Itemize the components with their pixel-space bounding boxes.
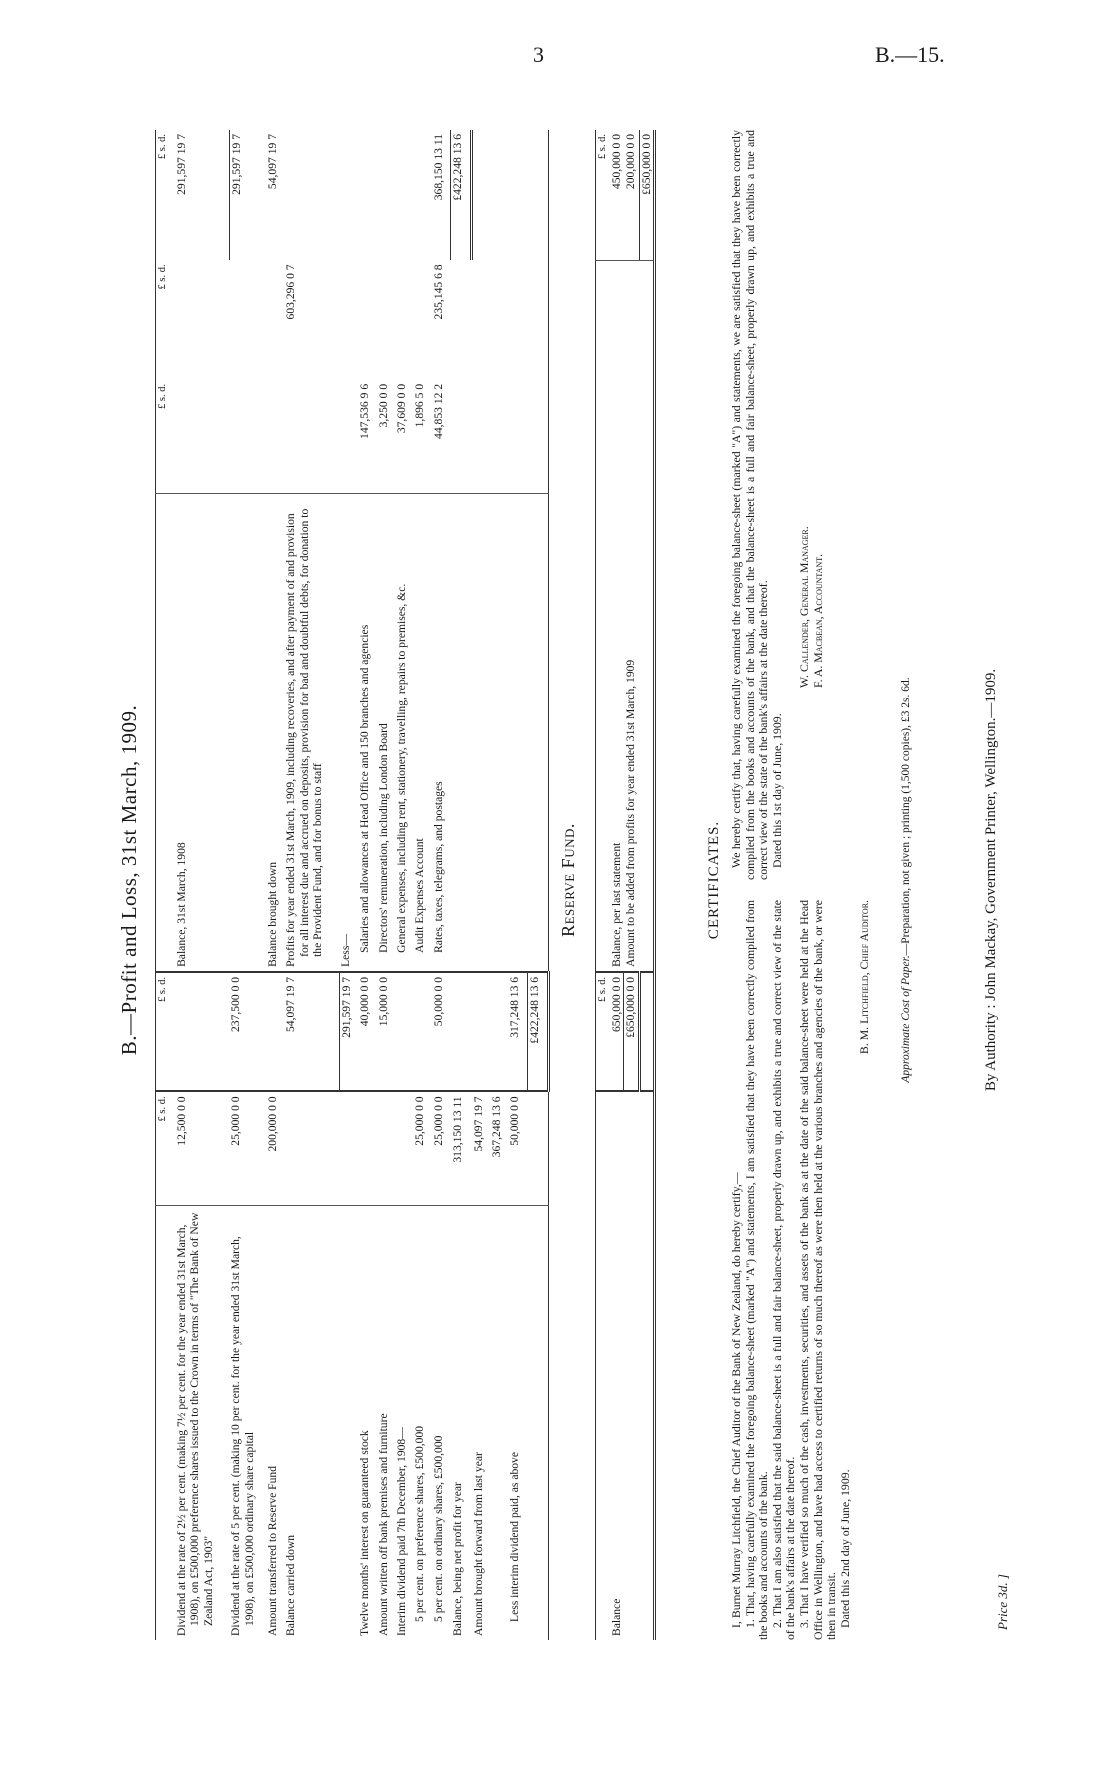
debit-amount: 317,248 13 6 (508, 972, 527, 1091)
credit-label (527, 494, 548, 972)
credit-amount (413, 130, 431, 260)
credit-amount-inner (451, 380, 472, 494)
credit-label: Rates, taxes, telegrams, and postages (432, 494, 451, 972)
debit-amount: 50,000 0 0 (432, 972, 451, 1091)
table-row (624, 130, 640, 1640)
table-row (472, 130, 490, 1640)
table-row (229, 130, 266, 1640)
debit-label: Interim dividend paid 7th December, 1908— (395, 1205, 413, 1640)
certificate-paragraph: 3. That I have verified so much of the cash, investments, securities, and assets of the bank as at the date of the said balance-sheet were held at the Head Office in Wellington, and have had access to certified returns of so much thereof as were then held at the various branches and agencies of the bank, or were then in transit. (796, 900, 839, 1640)
table-row (284, 130, 339, 1640)
reserve-fund-table (595, 130, 656, 1640)
table-row (610, 130, 624, 1640)
credit-amount-inner (284, 380, 339, 494)
debit-amount-inner: 50,000 0 0 (508, 1096, 522, 1146)
currency-header: £ s. d. (157, 383, 168, 409)
profit-loss-title: B.—Profit and Loss, 31st March, 1909. (117, 704, 141, 1056)
credit-amount-inner (266, 380, 284, 494)
debit-label: Balance (610, 1091, 624, 1640)
credit-label: Profits for year ended 31st March, 1909, including recoveries, and after payment of and provision for all interest due and accrued on deposits, provision for bad and doubtful debts, for donation to the Provident Fund, and for bonus to staff (284, 494, 339, 972)
credit-amount-inner (527, 380, 548, 494)
credit-amount-inner: 1,896 5 0 (413, 383, 427, 428)
debit-amount: 40,000 0 0 (358, 972, 376, 1091)
credit-amount: 450,000 0 0 (609, 134, 623, 190)
credit-amount: £650,000 0 0 (639, 130, 655, 260)
credit-amount (358, 130, 376, 260)
debit-amount (266, 972, 284, 1091)
credit-label (490, 494, 508, 972)
credit-amount (508, 130, 527, 260)
debit-amount (395, 972, 413, 1091)
debit-label: Dividend at the rate of 2½ per cent. (making 7½ per cent. for the year ended 31st March, 1908), on £500,000 preference shares issued to the Crown in terms of "The Bank of New Zealand Act, 1903" (175, 1205, 230, 1640)
debit-label (639, 1091, 655, 1640)
credit-label (472, 494, 490, 972)
header-blank (596, 260, 610, 972)
credit-amount-inner (490, 380, 508, 494)
credit-amount-middle (358, 260, 376, 379)
credit-amount-middle (229, 260, 266, 379)
debit-amount-inner: 12,500 0 0 (174, 1096, 188, 1146)
credit-amount: 368,150 13 11 (431, 134, 445, 201)
debit-label: Dividend at the rate of 5 per cent. (making 10 per cent. for the year ended 31st March, 1908), on £500,000 ordinary share capital (229, 1205, 266, 1640)
debit-amount (413, 972, 431, 1091)
credit-label: Salaries and allowances at Head Office and 150 branches and agencies (358, 494, 376, 972)
currency-header: £ s. d. (597, 134, 608, 160)
credit-amount-middle (266, 260, 284, 379)
credit-amount-inner (229, 380, 266, 494)
debit-amount: £650,000 0 0 (624, 972, 640, 1091)
table-row (413, 130, 431, 1640)
currency-header: £ s. d. (596, 972, 610, 1091)
certificate-paragraph: Dated this 1st day of June, 1909. (769, 713, 784, 868)
table-row (358, 130, 376, 1640)
rotated-content (115, 90, 1114, 1670)
debit-amount-inner: 25,000 0 0 (413, 1096, 427, 1146)
managers-certificate (730, 130, 826, 880)
debit-label: 5 per cent. on ordinary shares, £500,000 (432, 1205, 451, 1640)
credit-amount: 54,097 19 7 (266, 134, 280, 190)
debit-label: 5 per cent. on preference shares, £500,000 (413, 1205, 431, 1640)
table-row (339, 130, 358, 1640)
credit-amount (377, 130, 395, 260)
header-blank (596, 1091, 610, 1640)
debit-amount: 15,000 0 0 (377, 972, 395, 1091)
debit-amount-inner (377, 1091, 395, 1205)
table-row (508, 130, 527, 1640)
debit-amount: £422,248 13 6 (527, 972, 548, 1091)
credit-amount-middle: 603,296 0 7 (284, 264, 298, 320)
reserve-fund-body (596, 130, 655, 1640)
header-blank (156, 494, 175, 972)
debit-label: Amount brought forward from last year (472, 1205, 490, 1640)
credit-amount-inner: 3,250 0 0 (376, 383, 390, 428)
debit-amount-inner: 367,248 13 6 (489, 1096, 503, 1158)
auditor-certificate (730, 900, 872, 1640)
page-number: 3 (533, 42, 544, 67)
credit-label: Directors' remuneration, including London Board (377, 494, 395, 972)
debit-amount (175, 972, 230, 1091)
debit-amount: 291,597 19 7 (339, 972, 358, 1091)
credit-label (508, 494, 527, 972)
auditor-certificate-text (730, 900, 852, 1640)
debit-label: Balance carried down (284, 1205, 339, 1640)
certificates-title: CERTIFICATES. (706, 820, 722, 940)
price-note: Price 3d. ] (995, 1574, 1010, 1630)
table-row (377, 130, 395, 1640)
profit-loss-body (156, 130, 549, 1640)
credit-label: Balance, 31st March, 1908 (175, 494, 230, 972)
debit-label: Twelve months' interest on guaranteed stock (358, 1205, 376, 1640)
document-reference: B.—15. (875, 42, 945, 67)
debit-amount: 237,500 0 0 (229, 972, 266, 1091)
header-blank (156, 1205, 175, 1640)
cost-text: —Preparation, not given ; printing (1,500 copies), £3 2s. 6d. (900, 677, 912, 956)
cost-of-paper-note (900, 90, 912, 1670)
debit-amount-inner (358, 1091, 376, 1205)
currency-header: £ s. d. (156, 972, 175, 1091)
credit-amount-middle (377, 260, 395, 379)
debit-amount: 54,097 19 7 (284, 972, 339, 1091)
debit-label: Amount transferred to Reserve Fund (266, 1205, 284, 1640)
debit-amount (472, 972, 490, 1091)
manager-signature: W. Callender, General Manager. (797, 526, 812, 688)
credit-amount-middle (175, 260, 230, 379)
certificate-paragraph: I, Burnet Murray Litchfield, the Chief Auditor of the Bank of New Zealand, do hereby certify,— (729, 1172, 743, 1628)
credit-amount (284, 130, 339, 260)
certificate-paragraph: 1. That, having carefully examined the foregoing balance-sheet (marked "A") and statements, I am satisfied that they have been correctly compiled from the books and accounts of the bank. (742, 900, 771, 1640)
credit-amount-inner (339, 380, 358, 494)
debit-amount (639, 972, 655, 1091)
certificate-paragraph: 2. That I am also satisfied that the said balance-sheet is a full and fair balance-sheet, properly drawn up, and exhibits a true and correct view of the state of the bank's affairs at the date thereof. (769, 900, 798, 1640)
auditor-signature: B. M. Litchfield, Chief Auditor. (857, 900, 872, 1055)
credit-amount-middle: 235,145 6 8 (431, 264, 445, 320)
credit-amount-inner (508, 380, 527, 494)
credit-amount-inner: 37,609 0 0 (395, 383, 409, 434)
credit-amount (490, 130, 508, 260)
certificate-paragraph: We hereby certify that, having carefully examined the foregoing balance-sheet (marked "A") and statements, we are satisfied that they have been correctly compiled from the books and accounts of the bank, and that the balance-sheet is a full and fair balance-sheet, properly drawn up, and exhibits a true and correct view of the state of the bank's affairs at the date thereof. (729, 130, 771, 880)
currency-header-row (596, 130, 610, 1640)
credit-amount-inner (175, 380, 230, 494)
table-row (175, 130, 230, 1640)
credit-label: Balance, per last statement (610, 260, 624, 972)
credit-amount-middle (413, 260, 431, 379)
managers-certificate-text (730, 130, 784, 880)
debit-amount-inner: 313,150 13 11 (450, 1096, 464, 1163)
debit-label (624, 1091, 640, 1640)
credit-label: Balance brought down (266, 494, 284, 972)
credit-amount-middle (508, 260, 527, 379)
credit-label: Less— (339, 494, 358, 972)
debit-amount-inner (527, 1091, 548, 1205)
debit-amount-inner: 25,000 0 0 (229, 1096, 243, 1146)
debit-label (527, 1205, 548, 1640)
table-row (395, 130, 413, 1640)
certificate-paragraph: Dated this 2nd day of June, 1909. (837, 1469, 852, 1628)
credit-amount-inner: 44,853 12 2 (431, 383, 445, 439)
credit-label (229, 494, 266, 972)
table-row (432, 130, 451, 1640)
credit-amount (472, 130, 490, 260)
credit-label (451, 494, 472, 972)
debit-amount-inner: 200,000 0 0 (266, 1096, 280, 1152)
currency-header-row (156, 130, 175, 1640)
debit-amount (490, 972, 508, 1091)
credit-amount: 291,597 19 7 (229, 130, 266, 260)
table-row (490, 130, 508, 1640)
debit-amount: 650,000 0 0 (610, 972, 624, 1091)
credit-amount-inner (472, 380, 490, 494)
table-row (639, 130, 655, 1640)
table-row (266, 130, 284, 1640)
debit-amount-inner (395, 1091, 413, 1205)
credit-amount-middle (339, 260, 358, 379)
printer-imprint: By Authority : John Mackay, Government Printer, Wellington.—1909. (983, 668, 999, 1092)
debit-amount (451, 972, 472, 1091)
table-row (527, 130, 548, 1640)
currency-header: £ s. d. (157, 1096, 168, 1122)
credit-amount (527, 130, 548, 260)
debit-amount-inner (284, 1091, 339, 1205)
credit-amount-middle (472, 260, 490, 379)
credit-amount-middle (490, 260, 508, 379)
credit-amount (339, 130, 358, 260)
credit-amount-middle (395, 260, 413, 379)
credit-label: General expenses, including rent, stationery, travelling, repairs to premises, &c. (395, 494, 413, 972)
reserve-fund-title: Reserve Fund. (558, 823, 578, 937)
credit-amount: 200,000 0 0 (623, 134, 637, 190)
credit-label: Audit Expenses Account (413, 494, 431, 972)
debit-label (339, 1205, 358, 1640)
cost-label: Approximate Cost of Paper. (900, 955, 912, 1083)
credit-amount-middle (451, 260, 472, 379)
credit-amount: £422,248 13 6 (451, 130, 472, 260)
debit-label: Balance, being net profit for year (451, 1205, 472, 1640)
table-row (451, 130, 472, 1640)
debit-amount-inner (339, 1091, 358, 1205)
profit-loss-table (155, 130, 550, 1640)
currency-header: £ s. d. (157, 264, 168, 290)
debit-label (490, 1205, 508, 1640)
credit-amount-inner: 147,536 9 6 (358, 383, 372, 439)
debit-amount-inner: 25,000 0 0 (431, 1096, 445, 1146)
currency-header: £ s. d. (157, 134, 168, 160)
credit-label: Amount to be added from profits for year ended 31st March, 1909 (624, 260, 640, 972)
credit-amount-middle (527, 260, 548, 379)
credit-amount: 291,597 19 7 (174, 134, 188, 195)
accountant-signature: F. A. Macbean, Accountant. (810, 553, 825, 688)
debit-label: Less interim dividend paid, as above (508, 1205, 527, 1640)
debit-label: Amount written off bank premises and furniture (377, 1205, 395, 1640)
credit-label (639, 260, 655, 972)
debit-amount-inner: 54,097 19 7 (471, 1096, 485, 1152)
credit-amount (395, 130, 413, 260)
